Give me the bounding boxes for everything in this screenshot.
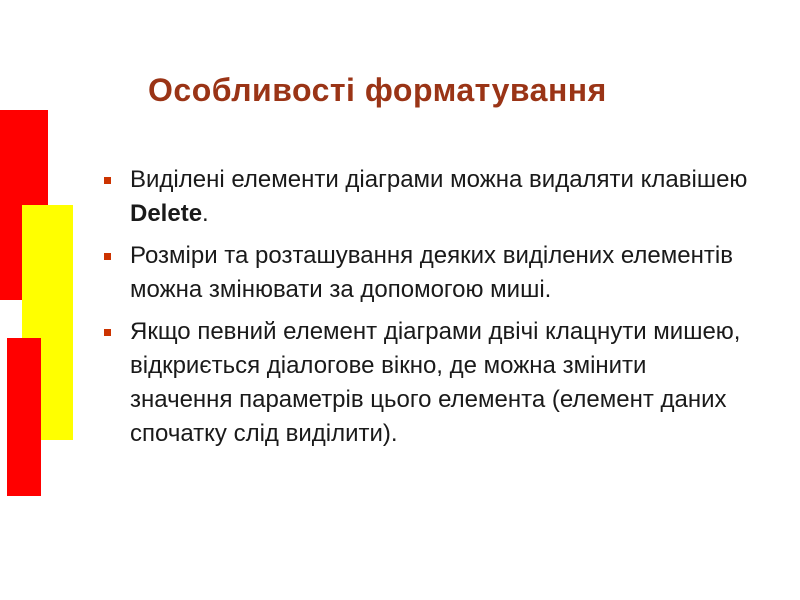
bullet-item-resize	[100, 239, 750, 307]
bullet-text: Виділені елементи діаграми можна видаляти клавішею	[130, 166, 748, 193]
decorative-red-block-bottom	[7, 338, 41, 496]
bullet-marker-icon	[104, 329, 111, 336]
bullet-list	[100, 163, 750, 459]
bullet-item-double-click	[100, 315, 750, 451]
bullet-text: Якщо певний елемент діаграми двічі клацнути мишею, відкриється діалогове вікно, де можна змінити значення параметрів цього елемента (елемент даних спочатку слід виділити).	[130, 318, 741, 447]
delete-key-label: Delete	[130, 200, 203, 227]
bullet-text: Розміри та розташування деяких виділених елементів можна змінювати за допомогою миші.	[130, 242, 733, 303]
bullet-marker-icon	[104, 253, 111, 260]
bullet-text-end: .	[202, 200, 209, 227]
slide-title: Особливості форматування	[148, 72, 607, 108]
bullet-marker-icon	[104, 177, 111, 184]
bullet-item-delete	[100, 163, 750, 231]
